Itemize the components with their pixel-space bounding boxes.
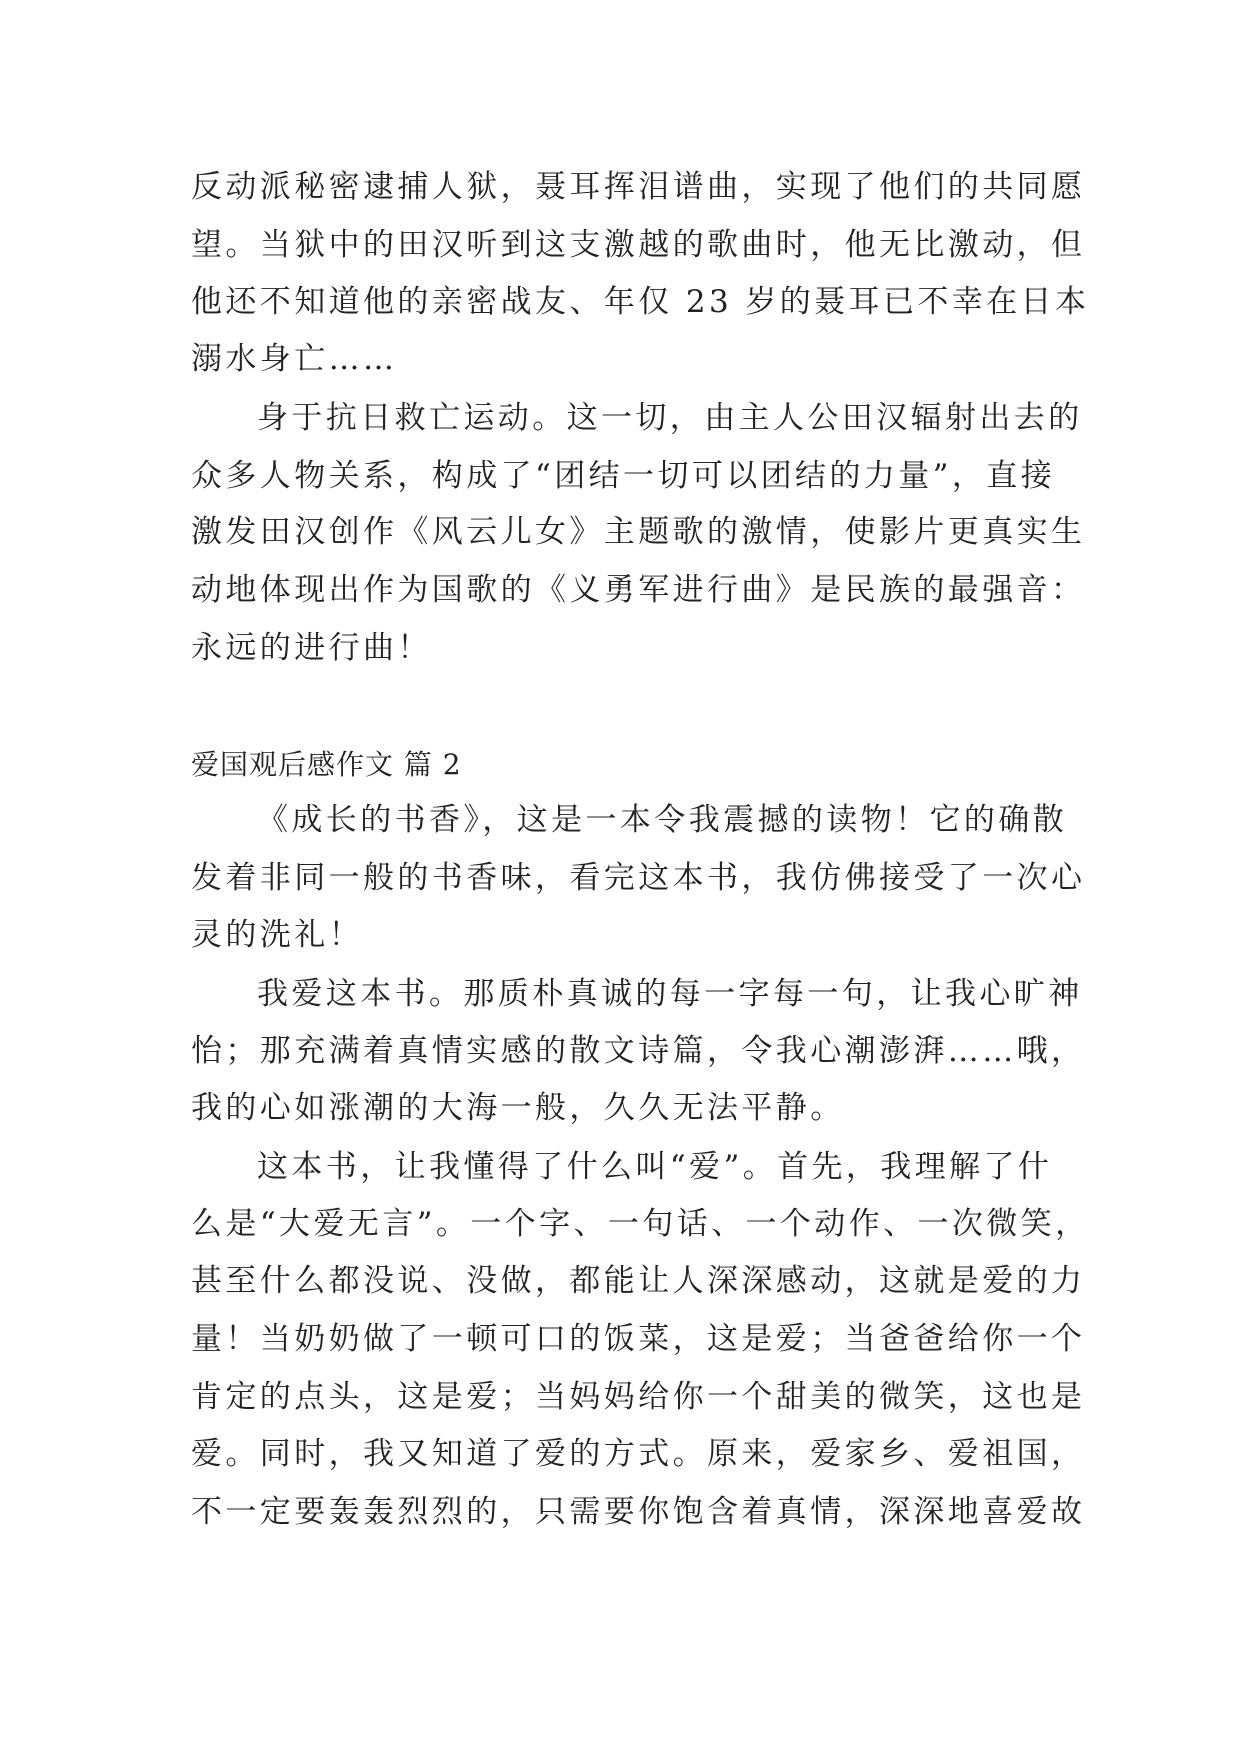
text-line: 肯定的点头，这是爱；当妈妈给你一个甜美的微笑，这也是: [191, 1379, 1086, 1415]
paragraph-first-line: 《成长的书香》，这是一本令我震撼的读物！它的确散: [257, 802, 1068, 838]
text-line: 灵的洗礼！: [191, 917, 363, 953]
text-line: 动地体现出作为国歌的《义勇军进行曲》是民族的最强音：: [191, 572, 1086, 608]
text-line: 怡；那充满着真情实感的散文诗篇，令我心潮澎湃……哦，: [191, 1033, 1086, 1069]
text-line: 永远的进行曲！: [191, 630, 432, 666]
text-line: 反动派秘密逮捕人狱，聂耳挥泪谱曲，实现了他们的共同愿: [191, 169, 1086, 205]
paragraph-first-line: 我爱这本书。那质朴真诚的每一字每一句，让我心旷神: [257, 976, 1083, 1012]
text-line: 他还不知道他的亲密战友、年仅 23 岁的聂耳已不幸在日本: [191, 284, 1090, 320]
paragraph-first-line: 身于抗日救亡运动。这一切，由主人公田汉辐射出去的: [257, 400, 1083, 436]
text-line: 量！当奶奶做了一顿可口的饭菜，这是爱；当爸爸给你一个: [191, 1321, 1086, 1357]
text-line: 么是“大爱无言”。一个字、一句话、一个动作、一次微笑，: [191, 1206, 1090, 1242]
text-line: 不一定要轰轰烈烈的，只需要你饱含着真情，深深地喜爱故: [191, 1494, 1086, 1530]
text-line: 甚至什么都没说、没做，都能让人深深感动，这就是爱的力: [191, 1263, 1086, 1299]
text-line: 发着非同一般的书香味，看完这本书，我仿佛接受了一次心: [191, 860, 1086, 896]
text-line: 众多人物关系，构成了“团结一切可以团结的力量”，直接: [191, 458, 1056, 494]
text-line: 激发田汉创作《风云儿女》主题歌的激情，使影片更真实生: [191, 514, 1086, 550]
text-line: 望。当狱中的田汉听到这支激越的歌曲时，他无比激动，但: [191, 227, 1086, 263]
paragraph-first-line: 这本书，让我懂得了什么叫“爱”。首先，我理解了什: [257, 1149, 1053, 1185]
text-line: 爱。同时，我又知道了爱的方式。原来，爱家乡、爱祖国，: [191, 1436, 1086, 1472]
text-line: 我的心如涨潮的大海一般，久久无法平静。: [191, 1090, 845, 1126]
text-line: 溺水身亡……: [191, 341, 398, 377]
section-heading: 爱国观后感作文 篇 2: [191, 748, 462, 781]
